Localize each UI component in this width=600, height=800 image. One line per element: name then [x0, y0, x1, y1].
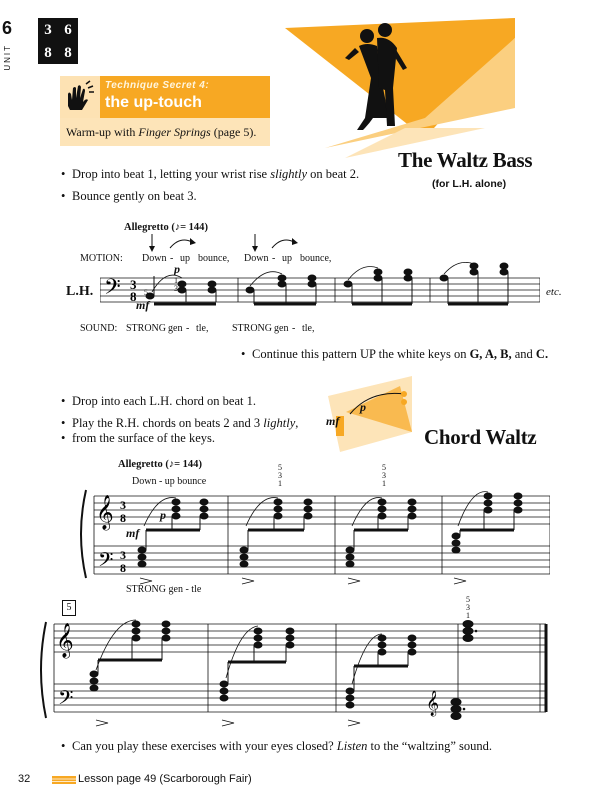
- unit-label: UNIT: [3, 44, 12, 71]
- continue-keys: G, A, B,: [469, 347, 512, 361]
- fingering: 1: [382, 479, 386, 488]
- closing-text: to the “waltzing” sound.: [367, 739, 493, 753]
- time-signature-tile: [38, 18, 78, 64]
- svg-text:8: 8: [130, 289, 137, 304]
- treble-clef-icon: 𝄞: [96, 496, 114, 529]
- treble-clef-icon: 𝄞: [56, 624, 74, 657]
- fingering-5: 5: [144, 288, 148, 297]
- bass-clef-icon: 𝄢: [98, 550, 114, 576]
- fingering: 3: [278, 471, 282, 480]
- waltz-bass-title: The Waltz Bass: [398, 148, 533, 172]
- chord-motion-text: Down - up bounce: [132, 476, 207, 487]
- chord-bullet-1: [72, 394, 256, 409]
- page-number: 32: [18, 773, 31, 785]
- bullet-text: from the surface of the keys.: [72, 431, 215, 445]
- lesson-page-reference: Lesson page 49 (Scarborough Fair): [78, 773, 252, 785]
- waltz-dynamic-mf: mf: [136, 298, 150, 312]
- motion-word: -: [272, 253, 276, 264]
- bullet-text: Bounce gently on beat 3.: [72, 189, 197, 203]
- measure-number-box: 5: [62, 600, 76, 616]
- sound-label: SOUND:: [80, 323, 118, 334]
- tempo-value: = 144: [180, 222, 205, 233]
- waltz-bullet-2: [72, 189, 197, 204]
- final-fingering-top: [464, 596, 472, 620]
- motion-word: up: [180, 253, 190, 264]
- final-fingering-lh: [452, 698, 460, 722]
- fingering-top-stack-2: [380, 464, 388, 488]
- fingering: 5: [466, 595, 470, 604]
- meter-bottom-1: 8: [44, 44, 52, 61]
- waltz-bass-subtitle: (for L.H. alone): [432, 178, 507, 190]
- technique-secret-box: [60, 76, 270, 146]
- bullet-text: Drop into beat 1, letting your wrist rise: [72, 167, 271, 181]
- motion-word: bounce,: [198, 253, 230, 264]
- meter-bottom-2: 8: [64, 44, 72, 61]
- secret-warmup: [60, 118, 270, 146]
- motion-arrows: [140, 232, 300, 256]
- closing-em: Listen: [336, 739, 368, 753]
- bullet-text: Play the R.H. chords on beats 2 and 3: [72, 416, 264, 430]
- warmup-suffix: (page 5).: [210, 125, 257, 139]
- bullet-em: lightly: [263, 416, 296, 430]
- left-hand-label: L.H.: [66, 284, 94, 299]
- chord-tempo: Allegretto (♪= 144): [118, 459, 202, 470]
- fingering-1: 1: [174, 276, 178, 285]
- meter-top-2: 6: [64, 21, 72, 38]
- motion-label: MOTION:: [80, 253, 123, 264]
- meter-top-1: 3: [44, 21, 52, 38]
- sound-word: tle,: [302, 323, 315, 334]
- motion-word: bounce,: [300, 253, 332, 264]
- chord-dynamic-mf: mf: [126, 526, 140, 540]
- fingering: 1: [466, 611, 470, 620]
- bullet-text: on beat 2.: [307, 167, 360, 181]
- tempo-label: Allegretto: [118, 459, 163, 470]
- continue-last: C.: [535, 347, 549, 361]
- chord-waltz-title: Chord Waltz: [424, 425, 537, 449]
- etc-label: etc.: [546, 286, 562, 298]
- chord-waltz-grand-staff-2: [40, 618, 550, 728]
- waltz-tempo: Allegretto (♪= 144): [124, 222, 208, 233]
- sound-word: gen: [274, 323, 289, 334]
- sound-word: -: [292, 323, 296, 334]
- sound-word: -: [186, 323, 190, 334]
- waltz-bullet-1: [72, 167, 359, 182]
- motion-word: up: [282, 253, 292, 264]
- sound-word: tle,: [196, 323, 209, 334]
- hand-icon: [60, 76, 100, 118]
- continue-pattern-note: [252, 347, 548, 362]
- svg-text:8: 8: [120, 561, 126, 575]
- chord-dynamic-p: p: [160, 508, 166, 522]
- motion-word: Down: [244, 253, 269, 264]
- fingering: 3: [382, 471, 386, 480]
- secret-kicker: Technique Secret 4:: [105, 80, 210, 91]
- chord-sound-text: STRONG gen - tle: [126, 584, 202, 595]
- waltz-bass-staff: [100, 262, 540, 322]
- treble-clef-change-icon: 𝄞: [426, 690, 440, 715]
- tempo-value: = 144: [174, 459, 199, 470]
- fingering-top-stack: [276, 464, 284, 488]
- tempo-label: Allegretto: [124, 222, 169, 233]
- fingering: 1: [278, 479, 282, 488]
- waltz-dynamic-p: p: [174, 262, 180, 276]
- bass-clef-icon: 𝄢: [104, 275, 121, 304]
- fingering: 5: [382, 463, 386, 472]
- sound-word: STRONG: [232, 323, 273, 334]
- fingering: 3: [466, 603, 470, 612]
- fingering: 5: [454, 713, 458, 722]
- svg-text:3: 3: [120, 548, 126, 562]
- fingering: 5: [278, 463, 282, 472]
- svg-text:8: 8: [120, 511, 126, 525]
- eighth-note-icon: ♪: [174, 222, 181, 233]
- dancing-couple-illustration: [285, 18, 515, 158]
- continue-text: Continue this pattern UP the white keys on: [252, 347, 470, 361]
- chord-bullet-2: [72, 416, 298, 431]
- sound-word: gen: [168, 323, 183, 334]
- chord-bullet-2-line2: [72, 431, 215, 446]
- motion-word: -: [170, 253, 174, 264]
- svg-text:3: 3: [130, 277, 137, 292]
- continue-and: and: [511, 347, 536, 361]
- bullet-text: ,: [295, 416, 299, 430]
- svg-text:3: 3: [120, 498, 126, 512]
- illustration-p: p: [360, 400, 366, 414]
- sound-word: STRONG: [126, 323, 167, 334]
- motion-word: Down: [142, 253, 167, 264]
- bullet-em: slightly: [270, 167, 308, 181]
- fingering: 1: [454, 697, 458, 706]
- unit-number: 6: [2, 18, 13, 38]
- warmup-prefix: Warm-up with: [66, 125, 139, 139]
- eighth-note-icon: ♪: [168, 459, 175, 470]
- bass-clef-icon: 𝄢: [58, 688, 74, 714]
- closing-question: [72, 739, 492, 754]
- fingering-3: 3: [174, 284, 178, 293]
- secret-title: the up-touch: [105, 94, 202, 111]
- warmup-italic: Finger Springs: [138, 125, 211, 139]
- chord-waltz-grand-staff-1: [80, 486, 550, 586]
- closing-text: Can you play these exercises with your eyes closed?: [72, 739, 337, 753]
- fingering: 3: [454, 705, 458, 714]
- illustration-mf: mf: [326, 414, 340, 428]
- book-icon: [52, 775, 76, 785]
- bullet-text: Drop into each L.H. chord on beat 1.: [72, 394, 256, 408]
